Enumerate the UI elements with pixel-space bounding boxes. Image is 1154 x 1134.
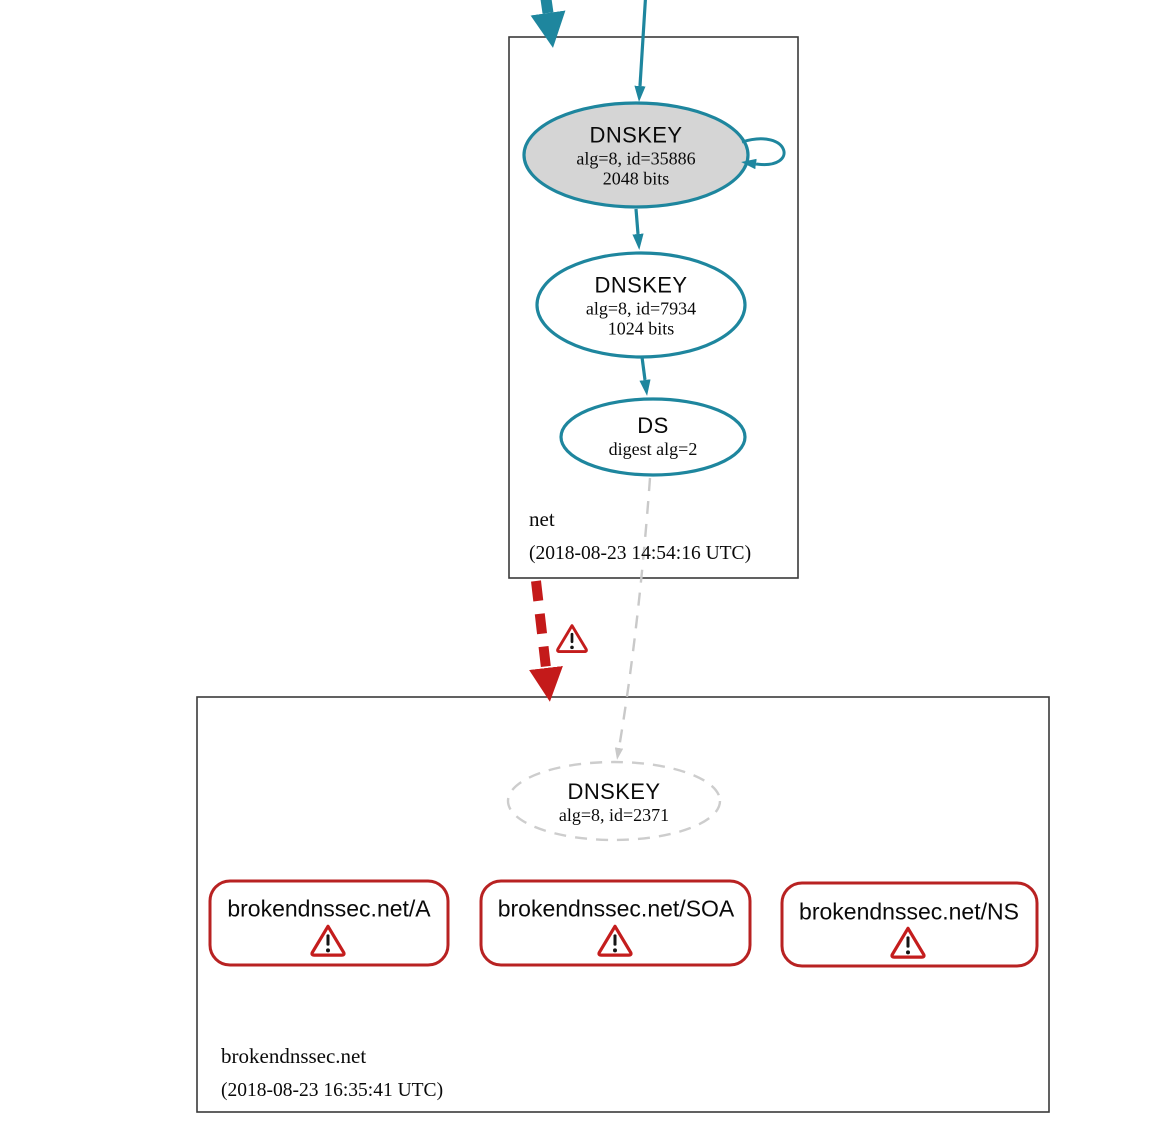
node-title: DNSKEY xyxy=(567,778,661,804)
rrset-label-soa: brokendnssec.net/SOA xyxy=(497,895,735,922)
rrset-label-ns: brokendnssec.net/NS xyxy=(799,898,1019,925)
edge-bogus-delegation xyxy=(536,581,546,668)
zone-timestamp-brokendnssec-net: (2018-08-23 16:35:41 UTC) xyxy=(221,1080,444,1101)
edge-ksk-to-zsk xyxy=(636,209,638,234)
node-keysize: 1024 bits xyxy=(607,318,675,339)
node-broken-dnskey[interactable] xyxy=(508,762,720,840)
warning-icon xyxy=(555,623,589,654)
node-net-ksk[interactable] xyxy=(524,103,748,207)
incoming-trust-arrow xyxy=(543,0,548,13)
warning-icon xyxy=(596,923,635,957)
node-detail: alg=8, id=7934 xyxy=(585,297,697,318)
node-keysize: 2048 bits xyxy=(602,168,670,189)
warning-icon xyxy=(309,923,348,957)
node-net-zsk[interactable] xyxy=(537,253,745,357)
node-detail: alg=8, id=35886 xyxy=(576,147,696,168)
warning-icon xyxy=(889,925,928,959)
node-detail: digest alg=2 xyxy=(608,438,698,459)
zone-name-net: net xyxy=(529,507,555,531)
node-title: DNSKEY xyxy=(594,272,688,298)
rrset-label-a: brokendnssec.net/A xyxy=(227,895,431,922)
node-detail: alg=8, id=2371 xyxy=(558,804,670,825)
node-title: DNSKEY xyxy=(589,122,683,148)
node-net-ds[interactable] xyxy=(561,399,745,475)
zone-name-brokendnssec-net: brokendnssec.net xyxy=(221,1044,367,1068)
zone-timestamp-net: (2018-08-23 14:54:16 UTC) xyxy=(529,543,752,564)
node-title: DS xyxy=(637,412,669,438)
